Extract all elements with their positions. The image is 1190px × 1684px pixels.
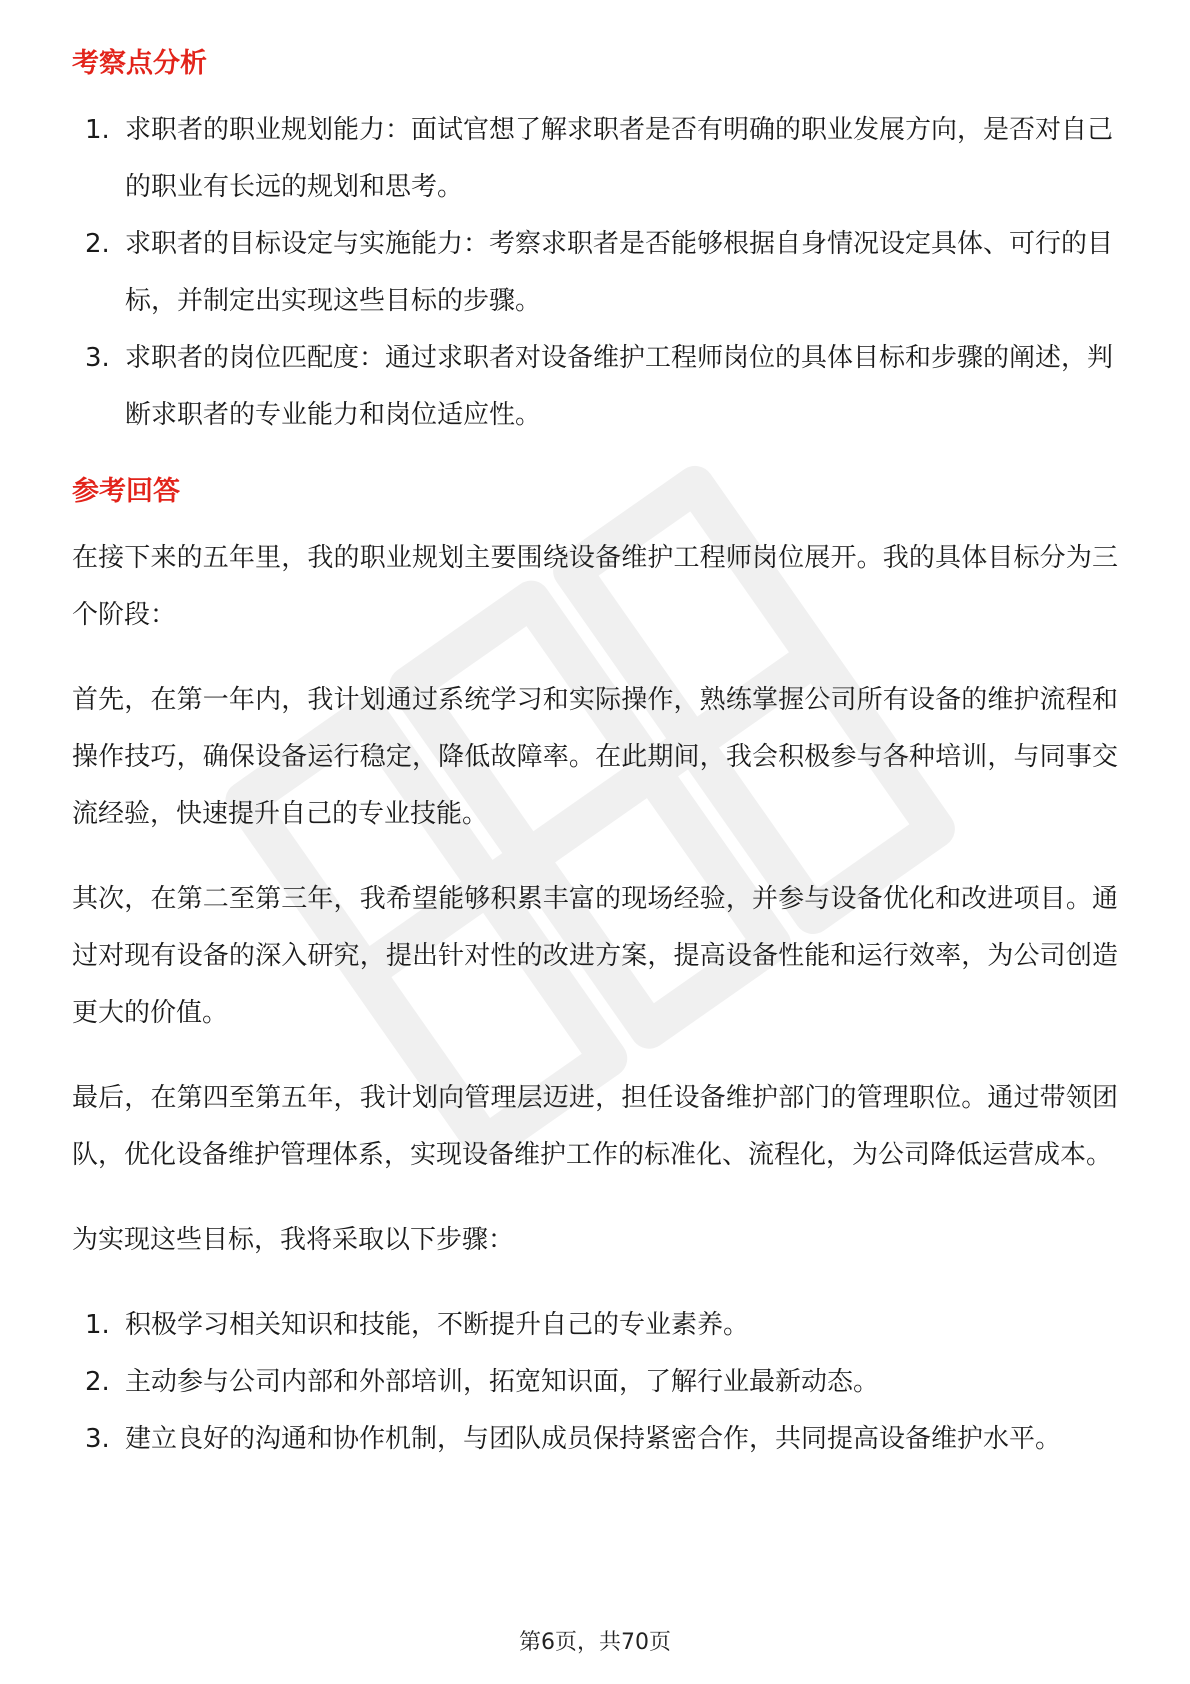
analysis-section-title: 考察点分析 [72,48,207,79]
document-page [72,46,1118,1468]
list-item [72,1297,1118,1354]
answer-paragraph: 最后，在第四至第五年，我计划向管理层迈进，担任设备维护部门的管理职位。通过带领团队，优化设备维护管理体系，实现设备维护工作的标准化、流程化，为公司降低运营成本。 [72,1083,1118,1170]
list-item [72,1411,1118,1468]
answer-section-title: 参考回答 [72,476,180,507]
page-footer: 第6页，共70页 [519,1630,671,1655]
list-item-number: 1. [85,1310,110,1340]
list-item-number: 2. [85,229,110,259]
list-item-number: 2. [85,1367,110,1397]
list-item-text: 求职者的岗位匹配度：通过求职者对设备维护工程师岗位的具体目标和步骤的阐述，判断求职者的专业能力和岗位适应性。 [125,343,1114,430]
list-item [72,216,1118,330]
list-item-text: 建立良好的沟通和协作机制，与团队成员保持紧密合作，共同提高设备维护水平。 [125,1424,1062,1454]
answer-paragraph: 在接下来的五年里，我的职业规划主要围绕设备维护工程师岗位展开。我的具体目标分为三个阶段： [72,543,1118,630]
list-item-text: 主动参与公司内部和外部培训，拓宽知识面，了解行业最新动态。 [125,1367,880,1397]
list-item-number: 3. [85,1424,110,1454]
list-item-text: 求职者的职业规划能力：面试官想了解求职者是否有明确的职业发展方向，是否对自己的职业有长远的规划和思考。 [125,115,1114,202]
list-item-text: 求职者的目标设定与实施能力：考察求职者是否能够根据自身情况设定具体、可行的目标，并制定出实现这些目标的步骤。 [125,229,1114,316]
answer-paragraph: 其次，在第二至第三年，我希望能够积累丰富的现场经验，并参与设备优化和改进项目。通过对现有设备的深入研究，提出针对性的改进方案，提高设备性能和运行效率，为公司创造更大的价值。 [72,884,1118,1028]
list-item [72,102,1118,216]
answer-paragraph: 首先，在第一年内，我计划通过系统学习和实际操作，熟练掌握公司所有设备的维护流程和操作技巧，确保设备运行稳定，降低故障率。在此期间，我会积极参与各种培训，与同事交流经验，快速提升自己的专业技能。 [72,685,1118,829]
list-item-number: 1. [85,115,110,145]
steps-list [72,1297,1118,1468]
list-item [72,330,1118,444]
list-item-number: 3. [85,343,110,373]
list-item [72,1354,1118,1411]
list-item-text: 积极学习相关知识和技能，不断提升自己的专业素养。 [125,1310,750,1340]
answer-paragraph: 为实现这些目标，我将采取以下步骤： [72,1225,515,1255]
analysis-list [72,102,1118,444]
